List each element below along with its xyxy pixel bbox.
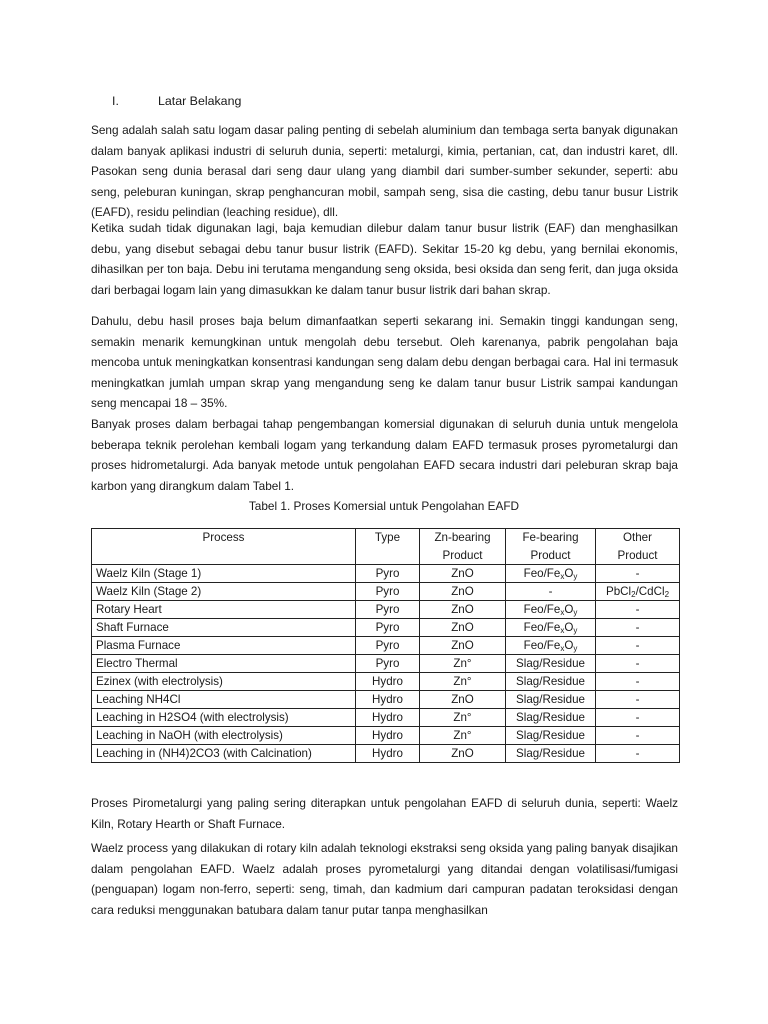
header-type: Type	[356, 529, 420, 565]
table-row	[92, 709, 680, 727]
table-header-row	[92, 529, 680, 565]
table-caption: Tabel 1. Proses Komersial untuk Pengolahan EAFD	[248, 499, 520, 513]
cell-zn-product: Zn°	[420, 709, 506, 727]
paragraph-pyrometallurgy: Proses Pirometalurgi yang paling sering diterapkan untuk pengolahan EAFD di seluruh dunia, seperti: Waelz Kiln, Rotary Hearth or Shaft Furnace.	[91, 796, 678, 831]
cell-fe-product: Slag/Residue	[506, 745, 596, 763]
cell-other-product: -	[596, 727, 680, 745]
paragraph-zinc-content: Dahulu, debu hasil proses baja belum dimanfaatkan seperti sekarang ini. Semakin tinggi kandungan seng, semakin menarik kemungkinan untuk mengolah debu tersebut. Oleh karenanya, pabrik pengolahan baja mencoba untuk meningkatkan konsentrasi kandungan seng dalam debu dengan berbagai cara. Hal ini termasuk meningkatkan jumlah umpan skrap yang mengandung seng ke dalam tanur busur Listrik sampai kandungan seng mencapai 18 – 35%.	[91, 314, 678, 411]
header-fe-product: Fe-bearing Product	[506, 529, 596, 565]
cell-other-product: -	[596, 655, 680, 673]
section-heading	[112, 94, 241, 108]
cell-fe-product: Slag/Residue	[506, 655, 596, 673]
section-title: Latar Belakang	[158, 94, 242, 108]
process-table	[91, 528, 680, 763]
paragraph-eafd-origin: Ketika sudah tidak digunakan lagi, baja kemudian dilebur dalam tanur busur listrik (EAF) dan menghasilkan debu, yang disebut sebagai debu tanur busur listrik (EAFD). Sekitar 15-20 kg debu, yang bernilai ekonomis, dihasilkan per ton baja. Debu ini terutama mengandung seng oksida, besi oksida dan seng ferit, dan juga oksida dari berbagai logam lain yang dimasukkan ke dalam tanur busur listrik dari bahan skrap.	[91, 221, 678, 297]
cell-zn-product: Zn°	[420, 673, 506, 691]
cell-process: Waelz Kiln (Stage 1)	[92, 565, 356, 583]
cell-zn-product: ZnO	[420, 565, 506, 583]
cell-fe-product: Slag/Residue	[506, 673, 596, 691]
cell-fe-product: Feo/$Fe_xO_y$	[506, 601, 596, 619]
cell-fe-product: Feo/$Fe_xO_y$	[506, 637, 596, 655]
cell-process: Ezinex (with electrolysis)	[92, 673, 356, 691]
cell-type: Hydro	[356, 709, 420, 727]
table-row	[92, 565, 680, 583]
cell-fe-product: Feo/$Fe_xO_y$	[506, 619, 596, 637]
cell-other-product: -	[596, 709, 680, 727]
cell-zn-product: Zn°	[420, 655, 506, 673]
cell-type: Hydro	[356, 727, 420, 745]
cell-process: Electro Thermal	[92, 655, 356, 673]
table-row	[92, 619, 680, 637]
table-row	[92, 691, 680, 709]
cell-fe-product: -	[506, 583, 596, 601]
cell-fe-product: Slag/Residue	[506, 709, 596, 727]
cell-other-product: -	[596, 619, 680, 637]
cell-zn-product: ZnO	[420, 691, 506, 709]
table-body	[92, 565, 680, 763]
cell-type: Hydro	[356, 673, 420, 691]
cell-process: Leaching in (NH4)2CO3 (with Calcination)	[92, 745, 356, 763]
header-process: Process	[92, 529, 356, 565]
cell-zn-product: ZnO	[420, 619, 506, 637]
paragraph-intro: Seng adalah salah satu logam dasar paling penting di sebelah aluminium dan tembaga serta banyak digunakan dalam banyak aplikasi industri di seluruh dunia, seperti: metalurgi, kimia, pertanian, cat, dan industri karet, dll. Pasokan seng dunia berasal dari seng daur ulang yang diambil dari sumber-sumber sekunder, seperti: abu seng, peleburan kuningan, skrap penghancuran mobil, sampah seng, sisa die casting, debu tanur busur Listrik (EAFD), residu pelindian (leaching residue), dll.	[91, 123, 678, 220]
cell-zn-product: Zn°	[420, 727, 506, 745]
paragraph-waelz: Waelz process yang dilakukan di rotary kiln adalah teknologi ekstraksi seng oksida yang paling banyak disajikan dalam pengolahan EAFD. Waelz adalah proses pyrometalurgi yang ditandai dengan volatilisasi/fumigasi (penguapan) logam non-ferro, seperti: seng, timah, dan kadmium dari campuran padatan teroksidasi dengan cara reduksi menggunakan batubara dalam tanur putar tanpa menghasilkan	[91, 841, 678, 917]
header-other-product: Other Product	[596, 529, 680, 565]
cell-process: Leaching NH4Cl	[92, 691, 356, 709]
cell-other-product: -	[596, 601, 680, 619]
table-row	[92, 637, 680, 655]
cell-fe-product: Feo/$Fe_xO_y$	[506, 565, 596, 583]
cell-other-product: -	[596, 565, 680, 583]
table-row	[92, 727, 680, 745]
cell-type: Pyro	[356, 655, 420, 673]
cell-zn-product: ZnO	[420, 637, 506, 655]
table-row	[92, 583, 680, 601]
section-number: I.	[112, 94, 119, 108]
cell-type: Pyro	[356, 601, 420, 619]
cell-zn-product: ZnO	[420, 601, 506, 619]
cell-type: Pyro	[356, 619, 420, 637]
cell-fe-product: Slag/Residue	[506, 691, 596, 709]
cell-process: Shaft Furnace	[92, 619, 356, 637]
cell-fe-product: Slag/Residue	[506, 727, 596, 745]
cell-other-product: PbCl$_2$/CdCl$_2$	[596, 583, 680, 601]
table-row	[92, 673, 680, 691]
cell-zn-product: ZnO	[420, 745, 506, 763]
cell-process: Waelz Kiln (Stage 2)	[92, 583, 356, 601]
cell-process: Rotary Heart	[92, 601, 356, 619]
cell-zn-product: ZnO	[420, 583, 506, 601]
cell-other-product: -	[596, 673, 680, 691]
cell-type: Hydro	[356, 691, 420, 709]
cell-type: Pyro	[356, 637, 420, 655]
cell-process: Leaching in H2SO4 (with electrolysis)	[92, 709, 356, 727]
cell-other-product: -	[596, 691, 680, 709]
paragraph-processes: Banyak proses dalam berbagai tahap pengembangan komersial digunakan di seluruh dunia untuk mengelola beberapa teknik perolehan kembali logam yang terkandung dalam EAFD termasuk proses pyrometalurgi dan proses hidrometalurgi. Ada banyak metode untuk pengolahan EAFD secara industri dari peleburan skrap baja karbon yang dirangkum dalam Tabel 1.	[91, 417, 678, 493]
cell-other-product: -	[596, 637, 680, 655]
cell-type: Pyro	[356, 565, 420, 583]
table-row	[92, 655, 680, 673]
cell-type: Pyro	[356, 583, 420, 601]
cell-process: Plasma Furnace	[92, 637, 356, 655]
cell-type: Hydro	[356, 745, 420, 763]
header-zn-product: Zn-bearing Product	[420, 529, 506, 565]
cell-other-product: -	[596, 745, 680, 763]
table-row	[92, 601, 680, 619]
cell-process: Leaching in NaOH (with electrolysis)	[92, 727, 356, 745]
table-row	[92, 745, 680, 763]
